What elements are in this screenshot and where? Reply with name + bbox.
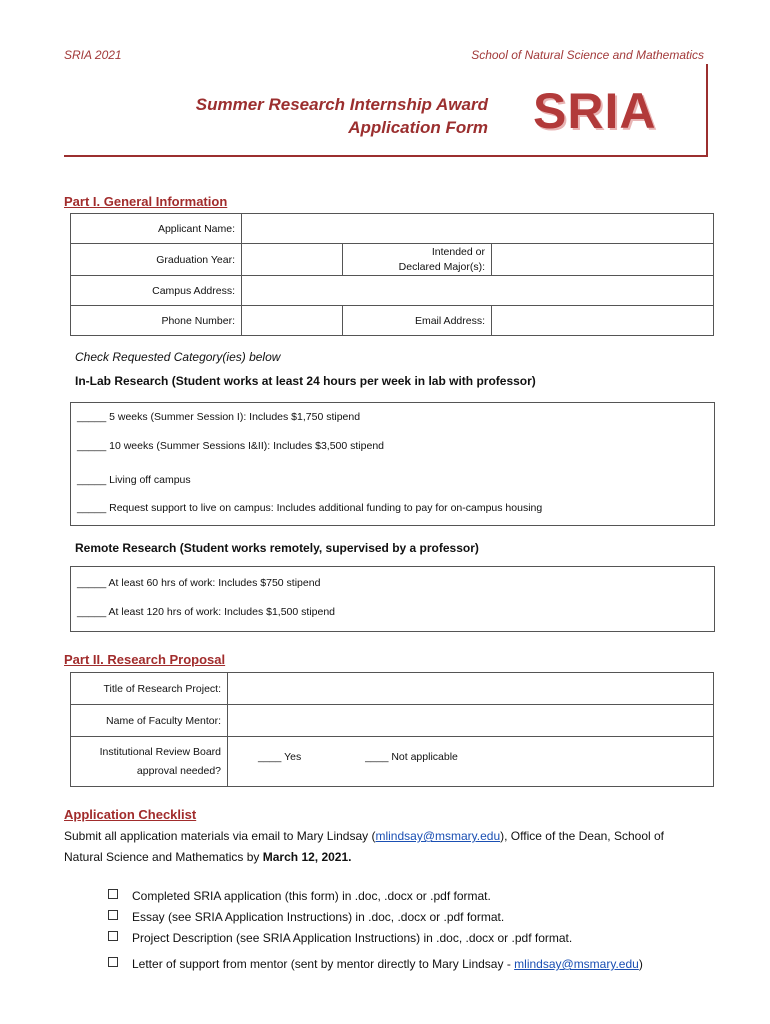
checklist-item-letter[interactable] — [108, 957, 643, 971]
inlab-heading: In-Lab Research (Student works at least 24 hours per week in lab with professor) — [75, 374, 536, 388]
email-address-label: Email Address: — [343, 306, 492, 336]
general-info-table — [70, 213, 714, 336]
dean-email-link[interactable]: mlindsay@msmary.edu — [375, 829, 501, 843]
phone-number-field[interactable] — [242, 306, 343, 336]
title-line-2: Application Form — [348, 118, 488, 137]
campus-address-field[interactable] — [242, 276, 714, 306]
inlab-option-off-campus[interactable]: _____ Living off campus — [77, 474, 191, 486]
part1-heading: Part I. General Information — [64, 194, 228, 209]
intro-text-c: Natural Science and Mathematics by — [64, 850, 263, 864]
checklist-heading: Application Checklist — [64, 807, 197, 822]
title-line-1: Summer Research Internship Award — [195, 95, 488, 114]
header-vertical-rule — [706, 64, 708, 157]
email-address-field[interactable] — [492, 306, 714, 336]
inlab-option-10-weeks[interactable]: _____ 10 weeks (Summer Sessions I&II): Includes $3,500 stipend — [77, 440, 385, 452]
irb-answers — [228, 737, 714, 787]
irb-label — [71, 737, 228, 787]
graduation-year-label: Graduation Year: — [71, 244, 242, 276]
irb-line-2: approval needed? — [136, 764, 221, 777]
intended-major-line-1: Intended or — [431, 245, 485, 258]
part2-heading: Part II. Research Proposal — [64, 652, 226, 667]
phone-number-label: Phone Number: — [71, 306, 242, 336]
inlab-option-on-campus[interactable]: _____ Request support to live on campus: Includes additional funding to pay for on-campus housing — [77, 502, 543, 514]
inlab-option-5-weeks[interactable]: _____ 5 weeks (Summer Session I): Includes $1,750 stipend — [77, 411, 361, 423]
intended-major-field[interactable] — [492, 244, 714, 276]
remote-option-120-hrs[interactable]: _____ At least 120 hrs of work: Includes $1,500 stipend — [77, 606, 336, 618]
applicant-name-field[interactable] — [242, 214, 714, 244]
irb-yes-option[interactable]: ____ Yes — [258, 750, 302, 763]
checkbox-icon[interactable] — [108, 931, 118, 941]
irb-line-1: Institutional Review Board — [99, 745, 221, 758]
irb-not-applicable-option[interactable]: ____ Not applicable — [365, 750, 458, 763]
checklist-intro — [64, 826, 714, 868]
checklist-item-label: Completed SRIA application (this form) in .doc, .docx or .pdf format. — [132, 889, 491, 903]
header-left: SRIA 2021 — [64, 48, 122, 62]
intro-text-b: ), Office of the Dean, School of — [500, 829, 665, 843]
remote-heading: Remote Research (Student works remotely, supervised by a professor) — [75, 541, 479, 555]
checklist-item-project-description[interactable] — [108, 931, 572, 945]
campus-address-label: Campus Address: — [71, 276, 242, 306]
research-proposal-table — [70, 672, 714, 787]
checklist-item-application[interactable] — [108, 889, 491, 903]
intended-major-line-2: Declared Major(s): — [398, 260, 485, 273]
checklist-item-label: Letter of support from mentor (sent by mentor directly to Mary Lindsay - — [132, 957, 515, 971]
graduation-year-field[interactable] — [242, 244, 343, 276]
checklist-item-close: ) — [638, 957, 643, 971]
checkbox-icon[interactable] — [108, 910, 118, 920]
checklist-item-label: Project Description (see SRIA Application Instructions) in .doc, .docx or .pdf format. — [132, 931, 573, 945]
sria-logo: SRIA — [533, 83, 657, 139]
checkbox-icon[interactable] — [108, 957, 118, 967]
checkbox-icon[interactable] — [108, 889, 118, 899]
header-rule — [64, 155, 708, 157]
header-right: School of Natural Science and Mathematics — [471, 48, 704, 62]
applicant-name-label: Applicant Name: — [71, 214, 242, 244]
mentor-email-link[interactable]: mlindsay@msmary.edu — [514, 957, 639, 971]
intro-text-a: Submit all application materials via email to Mary Lindsay ( — [64, 829, 376, 843]
title-project-label: Title of Research Project: — [71, 673, 228, 705]
intended-major-label — [343, 244, 492, 276]
title-project-field[interactable] — [228, 673, 714, 705]
faculty-mentor-label: Name of Faculty Mentor: — [71, 705, 228, 737]
remote-option-60-hrs[interactable]: _____ At least 60 hrs of work: Includes $750 stipend — [77, 577, 321, 589]
check-requested-note: Check Requested Category(ies) below — [75, 350, 281, 364]
remote-options-box — [70, 566, 715, 632]
checklist-item-essay[interactable] — [108, 910, 504, 924]
form-title — [196, 93, 488, 139]
checklist-item-label: Essay (see SRIA Application Instructions) in .doc, .docx or .pdf format. — [132, 910, 505, 924]
deadline: March 12, 2021. — [262, 850, 352, 864]
faculty-mentor-field[interactable] — [228, 705, 714, 737]
